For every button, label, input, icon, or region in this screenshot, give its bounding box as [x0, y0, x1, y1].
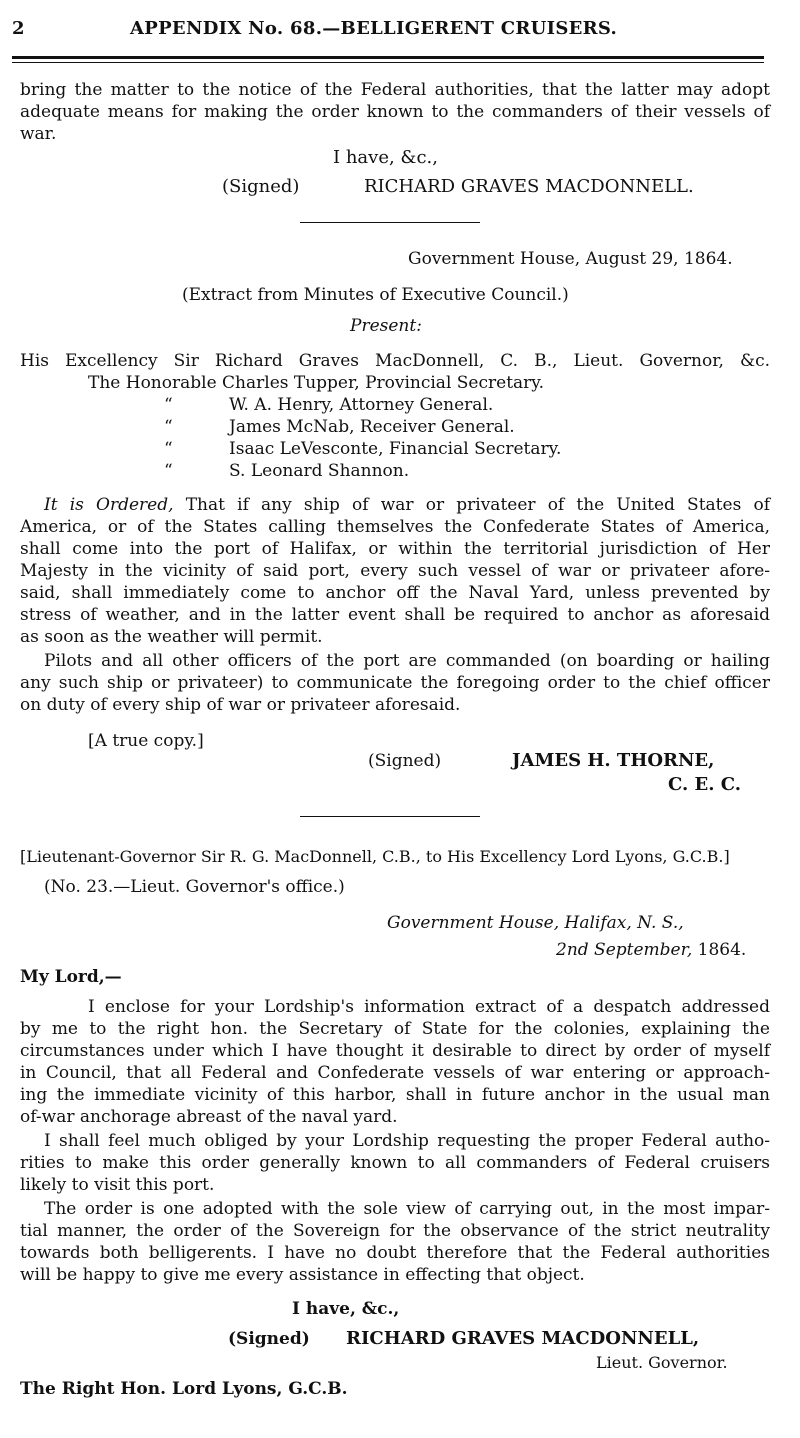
letter2-place: Government House, Halifax, N. S., — [387, 913, 684, 933]
order-line: stress of weather, and in the latter event shall be required to anchor as aforesaid — [20, 605, 770, 625]
minute-member: The Honorable Charles Tupper, Provincial Secretary. — [88, 373, 545, 393]
letter1-signed: (Signed) — [222, 176, 300, 197]
letter1-line: bring the matter to the notice of the Federal authorities, that the latter may adopt — [20, 80, 770, 100]
page-number: 2 — [12, 18, 25, 39]
minute-chair: His Excellency Sir Richard Graves MacDonnell, C. B., Lieut. Governor, &c. — [20, 351, 770, 371]
page-header-title: APPENDIX No. 68.—BELLIGERENT CRUISERS. — [130, 18, 618, 39]
minute-member: W. A. Henry, Attorney General. — [229, 395, 494, 415]
letter2-para1-line: I enclose for your Lordship's information extract of a despatch addressed — [88, 997, 770, 1017]
letter2-para1-line: of-war anchorage abreast of the naval yard. — [20, 1107, 398, 1127]
letter2-addressee: The Right Hon. Lord Lyons, G.C.B. — [20, 1379, 348, 1399]
minute-member: S. Leonard Shannon. — [229, 461, 410, 481]
letter2-para1-line: circumstances under which I have thought it desirable to direct by order of myself — [20, 1041, 770, 1061]
letter2-para2-line: likely to visit this port. — [20, 1175, 215, 1195]
ditto-mark: “ — [164, 417, 173, 437]
letter2-para1-line: in Council, that all Federal and Confederate vessels of war entering or approach- — [20, 1063, 770, 1083]
order-first-line — [44, 494, 770, 516]
header-rule-thin — [12, 62, 764, 63]
letter2-caption: [Lieutenant-Governor Sir R. G. MacDonnell, C.B., to His Excellency Lord Lyons, G.C.B.] — [20, 847, 730, 866]
minute-place-date: Government House, August 29, 1864. — [408, 249, 733, 269]
letter2-office: (No. 23.—Lieut. Governor's office.) — [44, 877, 345, 897]
minute-extract-heading: (Extract from Minutes of Executive Council.) — [182, 285, 569, 305]
order-line: shall come into the port of Halifax, or within the territorial jurisdiction of Her — [20, 539, 770, 559]
letter2-salutation: My Lord,— — [20, 967, 122, 987]
minute-signatory-title: C. E. C. — [668, 774, 742, 795]
order-line: Majesty in the vicinity of said port, every such vessel of war or privateer afore- — [20, 561, 770, 581]
letter2-para2-line: I shall feel much obliged by your Lordship requesting the proper Federal autho- — [44, 1131, 770, 1151]
minute-member: Isaac LeVesconte, Financial Secretary. — [229, 439, 562, 459]
letter2-signed: (Signed) — [228, 1329, 310, 1349]
letter2-signatory-title: Lieut. Governor. — [596, 1353, 728, 1372]
order-line: That if any ship of war or privateer of the United States of — [173, 495, 770, 515]
ditto-mark: “ — [164, 439, 173, 459]
letter2-closing: I have, &c., — [292, 1299, 400, 1319]
minute-signed: (Signed) — [368, 751, 442, 771]
order-line: as soon as the weather will permit. — [20, 627, 323, 647]
letter2-para2-line: rities to make this order generally known to all commanders of Federal cruisers — [20, 1153, 770, 1173]
pilots-line: on duty of every ship of war or privateer aforesaid. — [20, 695, 461, 715]
letter2-date-year: 1864. — [692, 940, 747, 960]
letter2-para1-line: ing the immediate vicinity of this harbor, shall in future anchor in the usual man — [20, 1085, 770, 1105]
letter2-para3-line: The order is one adopted with the sole view of carrying out, in the most impar- — [44, 1199, 770, 1219]
section-divider — [300, 816, 480, 817]
letter2-para3-line: towards both belligerents. I have no doubt therefore that the Federal authorities — [20, 1243, 770, 1263]
letter2-date — [556, 939, 746, 961]
ditto-mark: “ — [164, 461, 173, 481]
letter2-para3-line: will be happy to give me every assistance in effecting that object. — [20, 1265, 585, 1285]
pilots-line: Pilots and all other officers of the port are commanded (on boarding or hailing — [44, 651, 770, 671]
minute-signatory: JAMES H. THORNE, — [512, 750, 715, 771]
section-divider — [300, 222, 480, 223]
order-line: America, or of the States calling themselves the Confederate States of America, — [20, 517, 770, 537]
header-rule-thick — [12, 56, 764, 59]
letter1-line: war. — [20, 124, 57, 144]
letter1-signatory: RICHARD GRAVES MACDONNELL. — [364, 176, 694, 197]
pilots-line: any such ship or privateer) to communicate the foregoing order to the chief officer — [20, 673, 770, 693]
letter2-para3-line: tial manner, the order of the Sovereign for the observance of the strict neutrality — [20, 1221, 770, 1241]
order-line: said, shall immediately come to anchor off the Naval Yard, unless prevented by — [20, 583, 770, 603]
minute-member: James McNab, Receiver General. — [229, 417, 515, 437]
letter2-para1-line: by me to the right hon. the Secretary of State for the colonies, explaining the — [20, 1019, 770, 1039]
true-copy-note: [A true copy.] — [88, 731, 204, 751]
letter2-signatory: RICHARD GRAVES MACDONNELL, — [346, 1328, 700, 1349]
letter2-date-day: 2nd September, — [556, 940, 693, 960]
order-lead: It is Ordered, — [44, 495, 174, 515]
ditto-mark: “ — [164, 395, 173, 415]
minute-present-heading: Present: — [350, 316, 422, 336]
letter1-line: adequate means for making the order known to the commanders of their vessels of — [20, 102, 770, 122]
letter1-closing: I have, &c., — [333, 147, 438, 168]
